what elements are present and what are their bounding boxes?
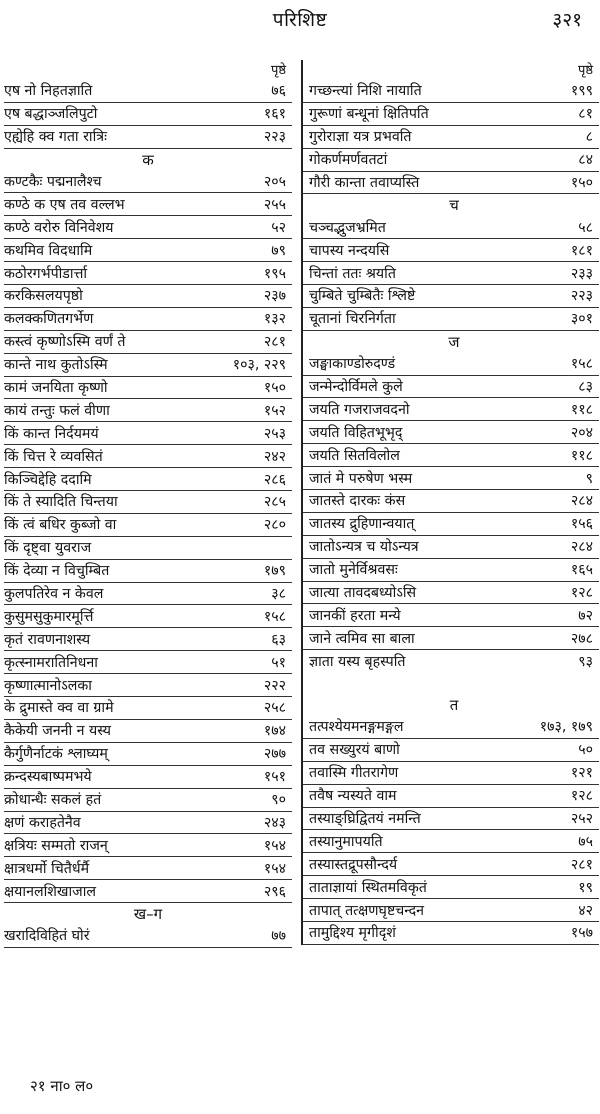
entry-page: २४३ <box>263 814 286 831</box>
index-entry <box>4 766 292 789</box>
index-entry <box>303 149 599 172</box>
entry-verse: जयति सितविलोल <box>309 447 400 464</box>
index-entry <box>4 308 292 331</box>
entry-page: ११८ <box>570 401 593 418</box>
entry-page: २५५ <box>263 196 286 213</box>
index-entry <box>4 537 292 560</box>
entry-page: ७९ <box>271 242 286 259</box>
entry-verse: जातस्य द्रुहिणान्वयात् <box>309 516 415 533</box>
entry-page: १२१ <box>570 765 593 782</box>
index-entry <box>4 262 292 285</box>
entry-verse: किं दृष्ट्वा युवराज <box>4 540 92 557</box>
index-entry <box>303 353 599 376</box>
entry-page: २८१ <box>263 334 286 351</box>
entry-page: ७५ <box>578 833 593 850</box>
index-entry <box>303 739 599 762</box>
entry-page: १७४ <box>263 723 286 740</box>
entry-verse: जयति विहितभूभृद् <box>309 424 403 441</box>
entry-verse: तामुद्दिश्य मृगीदृशं <box>309 925 396 942</box>
section-letter: क <box>142 150 154 169</box>
entry-verse: कामं जनयिता कृष्णो <box>4 380 108 397</box>
index-entry <box>4 491 292 514</box>
entry-verse: चिन्तां ततः श्रयति <box>309 265 396 282</box>
index-entry <box>4 445 292 468</box>
index-entry <box>4 651 292 674</box>
entry-page: २८६ <box>263 471 286 488</box>
index-entry <box>4 880 292 903</box>
entry-verse: के द्रुमास्ते क्व वा ग्रामे <box>4 700 114 717</box>
entry-page: १५८ <box>263 608 286 625</box>
entry-page: ४२ <box>578 902 593 919</box>
entry-verse: क्षणं कराहतेनैव <box>4 814 81 831</box>
entry-verse: जङ्घाकाण्डोरुदण्डं <box>309 356 396 373</box>
entry-page: १२८ <box>570 788 593 805</box>
entry-page: १६१ <box>263 106 286 123</box>
entry-verse: ताताज्ञायां स्थितमविकृतं <box>309 879 427 896</box>
entry-verse: गौरी कान्ता तवाप्यस्ति <box>309 175 420 191</box>
entry-verse: जन्मेन्दोर्विमले कुले <box>309 379 403 396</box>
index-entry <box>303 103 599 126</box>
entry-page: ८ <box>585 129 593 146</box>
entry-verse: जातस्ते दारकः कंस <box>309 493 406 510</box>
entry-page: ८४ <box>578 152 593 169</box>
entry-verse: क्षत्रियः सम्मतो राजन् <box>4 837 108 854</box>
index-entry <box>4 583 292 606</box>
entry-page: १७३, १७९ <box>539 719 593 736</box>
section-letter: च <box>449 196 459 215</box>
column-heading: पृष्ठे <box>577 63 593 78</box>
entry-verse: तापात् तत्क्षणघृष्टचन्दन <box>309 902 425 919</box>
entry-verse: चुम्बिते चुम्बितैः श्लिष्टे <box>309 288 416 305</box>
entry-page: २७८ <box>570 630 593 647</box>
index-entry <box>4 239 292 262</box>
index-entry <box>303 421 599 444</box>
entry-verse: किञ्चिद्देहि ददामि <box>4 471 92 488</box>
entry-verse: जातो मुनेर्विश्रवसः <box>309 562 398 579</box>
index-entry <box>4 216 292 239</box>
entry-page: १०३, २२९ <box>232 357 286 374</box>
entry-verse: कैकेयी जननी न यस्य <box>4 723 112 740</box>
entry-verse: जाने त्वमिव सा बाला <box>309 630 415 647</box>
entry-verse: जातं मे परुषेण भस्म <box>309 470 413 487</box>
column-heading: पृष्ठे <box>270 63 286 78</box>
entry-verse: जातोऽन्यत्र च योऽन्यत्र <box>309 539 419 556</box>
entry-page: १५० <box>263 380 286 397</box>
index-entry <box>303 398 599 421</box>
entry-verse: किं देव्या न विचुम्बित <box>4 563 110 580</box>
index-entry <box>4 354 292 377</box>
entry-page: ९ <box>585 470 593 487</box>
entry-verse: कण्ठे वरोरु विनिवेशय <box>4 219 114 236</box>
entry-verse: कस्त्वं कृष्णोऽस्मि वर्णं ते <box>4 334 126 351</box>
entry-verse: कुलपतिरेव न केवल <box>4 586 104 603</box>
entry-page: १९५ <box>263 265 286 282</box>
index-entry <box>303 467 599 490</box>
entry-page: २४२ <box>263 448 286 465</box>
entry-verse: कायं तन्तुः फलं वीणा <box>4 402 110 419</box>
entry-verse: कैर्गुणैर्नाटकं श्लाघ्यम् <box>4 746 108 763</box>
index-entry <box>4 331 292 354</box>
entry-page: २३३ <box>570 265 593 282</box>
index-entry <box>4 925 292 948</box>
entry-page: १५७ <box>570 925 593 942</box>
entry-page: १९ <box>578 879 593 896</box>
entry-page: ९३ <box>578 653 593 670</box>
entry-verse: तस्यानुमापयति <box>309 833 383 850</box>
entry-verse: गोकर्णमर्णवतटां <box>309 152 388 169</box>
entry-verse: क्रन्दस्यबाष्पमभये <box>4 769 92 786</box>
index-entry <box>4 697 292 720</box>
entry-page: १८१ <box>570 242 593 259</box>
index-entry <box>303 490 599 513</box>
entry-verse: चञ्चद्भुजभ्रमित <box>309 219 386 236</box>
entry-page: २९६ <box>263 883 286 900</box>
entry-page: ६३ <box>271 631 286 648</box>
entry-page: २८१ <box>570 856 593 873</box>
index-entry <box>303 262 599 285</box>
entry-page: १२८ <box>570 585 593 602</box>
section-letter <box>303 672 599 694</box>
entry-page: ८३ <box>578 379 593 396</box>
footer-signature: २१ ना० ल० <box>30 1077 94 1095</box>
index-entry <box>303 559 599 582</box>
entry-verse: क्षयानलशिखाजाल <box>4 883 96 900</box>
index-entry <box>4 743 292 766</box>
entry-verse: कृत्स्नामरातिनिधना <box>4 654 98 671</box>
index-entry <box>303 785 599 808</box>
entry-verse: चापस्य नन्दयसि <box>309 242 390 259</box>
entry-verse: कण्ठे क एष तव वल्लभ <box>4 196 125 213</box>
entry-verse: जात्या तावदबध्योऽसि <box>309 585 417 602</box>
index-entry <box>4 80 292 103</box>
index-entry <box>303 80 599 103</box>
entry-verse: किं त्वं बधिर कुब्जो वा <box>4 517 117 534</box>
entry-page: २३७ <box>263 288 286 305</box>
entry-verse: करकिसलयपृष्ठो <box>4 288 83 305</box>
index-entry <box>4 514 292 537</box>
page-header-title: परिशिष्ट <box>272 9 328 31</box>
entry-verse: एह्येहि क्व गता रात्रिः <box>4 129 107 146</box>
entry-page: ५८ <box>578 219 593 236</box>
entry-page: ७६ <box>271 83 286 100</box>
entry-verse: तस्याङ्घ्रिद्वितयं नमन्ति <box>309 810 421 827</box>
entry-verse: तस्यास्तद्रूपसौन्दर्य <box>309 856 398 873</box>
index-entry <box>4 560 292 583</box>
entry-verse: कण्टकैः पद्मनालैश्च <box>4 174 102 190</box>
index-entry <box>4 628 292 651</box>
index-entry <box>4 422 292 445</box>
entry-page: १६५ <box>570 562 593 579</box>
entry-verse: क्रोधान्धैः सकलं हतं <box>4 792 102 809</box>
entry-page: १५० <box>570 175 593 191</box>
entry-page: १५२ <box>263 402 286 419</box>
index-entry <box>4 834 292 857</box>
entry-page: ५२ <box>271 219 286 236</box>
index-entry <box>303 239 599 262</box>
index-entry <box>303 285 599 308</box>
entry-verse: कलक्कणितगर्भेण <box>4 311 94 328</box>
entry-verse: चूतानां चिरनिर्गता <box>309 311 396 328</box>
index-entry <box>4 857 292 880</box>
page-number: ३२१ <box>552 9 582 31</box>
entry-verse: एष नो निहतज्ञाति <box>4 83 93 100</box>
entry-verse: कठोरगर्भपीडार्त्ता <box>4 265 88 282</box>
index-entry <box>4 126 292 149</box>
index-entry <box>4 377 292 400</box>
index-entry <box>303 604 599 627</box>
entry-page: २७७ <box>263 746 286 763</box>
index-entry <box>303 830 599 853</box>
entry-page: २०५ <box>263 174 286 190</box>
entry-page: ३८ <box>271 586 286 603</box>
entry-verse: किं ते स्यादिति चिन्तया <box>4 494 118 511</box>
entry-verse: गुरोराज्ञा यत्र प्रभवति <box>309 129 412 146</box>
entry-verse: कृतं रावणनाशस्य <box>4 631 91 648</box>
entry-verse: क्षात्रधर्मो चितैर्धर्मै <box>4 860 90 877</box>
entry-page: १९९ <box>570 83 593 100</box>
index-entry <box>303 582 599 605</box>
index-entry <box>303 922 599 945</box>
entry-verse: गच्छन्त्यां निशि नायाति <box>309 83 422 100</box>
entry-verse: तवास्मि गीतरागेण <box>309 765 399 782</box>
entry-page: ७७ <box>271 928 286 945</box>
index-entry <box>303 853 599 876</box>
section-letter: ज <box>448 332 460 351</box>
entry-page: १५१ <box>263 769 286 786</box>
index-entry <box>303 308 599 331</box>
entry-verse: गुरूणां बन्धूनां क्षितिपति <box>309 106 429 123</box>
entry-verse: खरादिविहितं घोरं <box>4 928 90 945</box>
entry-verse: तत्पश्येयमनङ्गमङ्गल <box>309 719 404 736</box>
index-entry <box>4 399 292 422</box>
index-entry <box>303 444 599 467</box>
index-entry <box>303 627 599 650</box>
entry-page: २२३ <box>570 288 593 305</box>
entry-verse: कान्ते नाथ कुतोऽस्मि <box>4 357 108 374</box>
entry-page: २८४ <box>570 493 593 510</box>
entry-verse: कुसुमसुकुमारमूर्त्ति <box>4 608 94 625</box>
entry-page: २५२ <box>570 810 593 827</box>
entry-page: १५८ <box>570 356 593 373</box>
entry-page: १५६ <box>570 516 593 533</box>
entry-page: ७२ <box>578 607 593 624</box>
index-entry <box>303 716 599 739</box>
entry-page: २२३ <box>263 129 286 146</box>
index-entry <box>303 376 599 399</box>
index-entry <box>303 650 599 672</box>
index-entry <box>4 285 292 308</box>
entry-page: ५० <box>578 742 593 759</box>
entry-verse: कथमिव विदधामि <box>4 242 93 259</box>
index-entry <box>4 605 292 628</box>
entry-page: २८५ <box>263 494 286 511</box>
index-entry <box>4 674 292 697</box>
entry-verse: जानकीं हरता मन्ये <box>309 607 401 624</box>
index-entry <box>303 172 599 195</box>
index-entry <box>4 468 292 491</box>
entry-page: ९० <box>271 792 286 809</box>
index-entry <box>4 103 292 126</box>
entry-verse: तव सख्युरयं बाणो <box>309 742 400 759</box>
section-letter: ख–ग <box>133 905 163 923</box>
index-entry <box>303 762 599 785</box>
index-column-left <box>4 60 292 948</box>
entry-page: १३२ <box>263 311 286 328</box>
entry-page: ५१ <box>271 654 286 671</box>
index-entry <box>303 126 599 149</box>
entry-verse: किं कान्त निर्दयमयं <box>4 425 99 442</box>
index-entry <box>4 720 292 743</box>
entry-page: ११८ <box>570 447 593 464</box>
index-entry <box>4 812 292 835</box>
entry-page: २५८ <box>263 700 286 717</box>
entry-page: २५३ <box>263 425 286 442</box>
index-entry <box>303 536 599 559</box>
entry-verse: जयति गजराजवदनो <box>309 401 410 418</box>
index-entry <box>4 193 292 216</box>
index-entry <box>303 899 599 922</box>
section-letter: त <box>449 695 459 714</box>
index-entry <box>303 513 599 536</box>
entry-verse: ज्ञाता यस्य बृहस्पति <box>309 653 406 670</box>
entry-page: १५४ <box>263 837 286 854</box>
entry-verse: तवैष न्यस्यते वाम <box>309 788 397 805</box>
entry-page: २८० <box>263 517 286 534</box>
index-entry <box>303 876 599 899</box>
index-column-right <box>301 60 599 945</box>
entry-page: ८१ <box>578 106 593 123</box>
entry-page: ३०१ <box>570 311 593 328</box>
index-entry <box>303 216 599 239</box>
index-entry <box>4 171 292 194</box>
entry-page: २८४ <box>570 539 593 556</box>
entry-verse: कृष्णात्मानोऽलका <box>4 677 92 694</box>
entry-page: १५४ <box>263 860 286 877</box>
entry-verse: एष बद्धाञ्जलिपुटो <box>4 106 98 123</box>
index-entry <box>4 789 292 812</box>
entry-page: २०४ <box>570 424 593 441</box>
entry-verse: किं चित्त रे व्यवसितं <box>4 448 103 465</box>
entry-page: १७९ <box>263 563 286 580</box>
index-entry <box>303 808 599 831</box>
entry-page: २२२ <box>263 677 286 694</box>
